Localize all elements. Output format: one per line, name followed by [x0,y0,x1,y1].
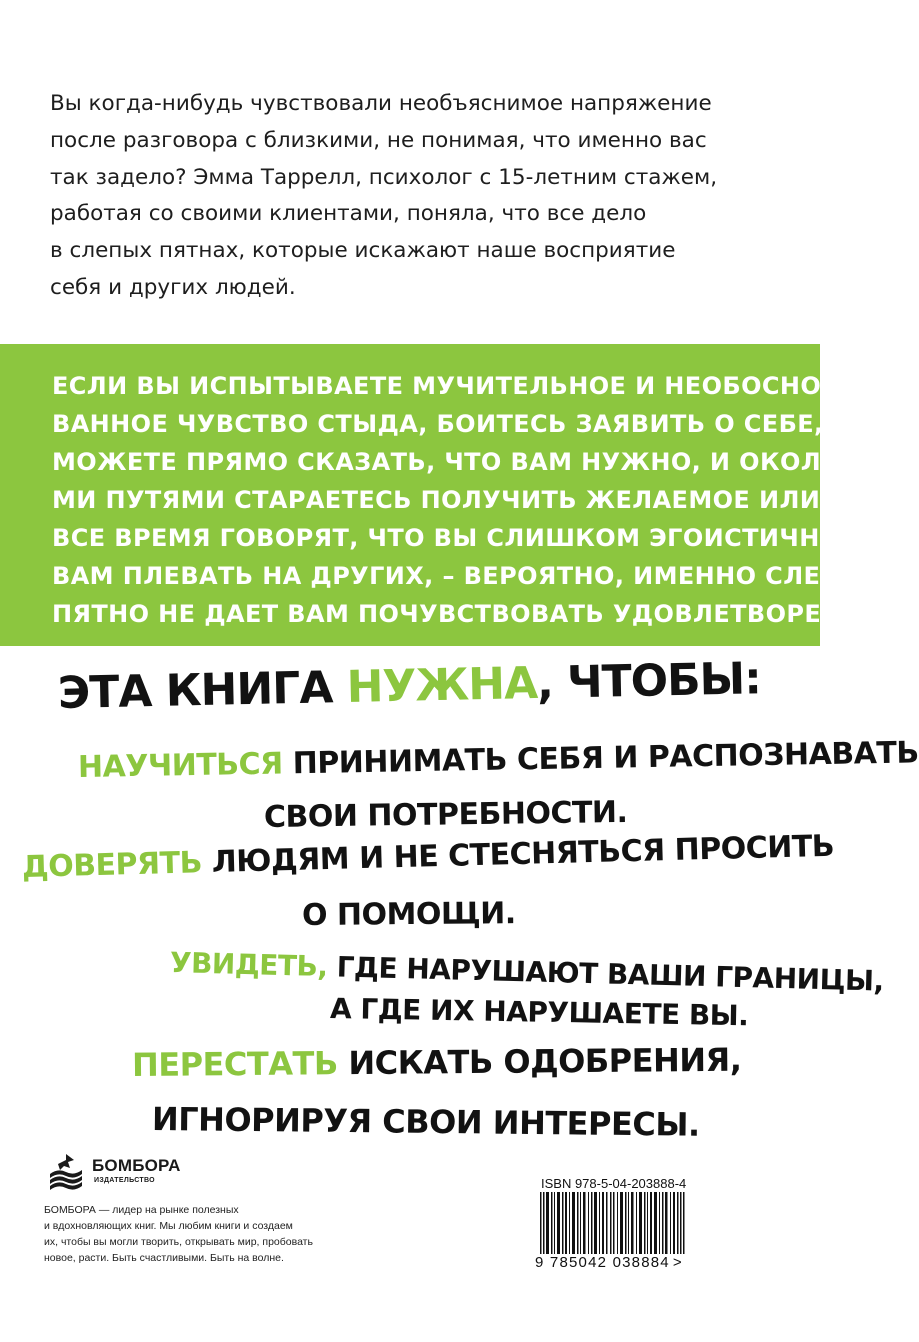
intro-line: так задело? Эмма Таррелл, психолог с 15-летним стажем, [50,164,718,190]
purpose-heading-accent: НУЖНА [346,657,538,713]
highlight-line: МИ ПУТЯМИ СТАРАЕТЕСЬ ПОЛУЧИТЬ ЖЕЛАЕМОЕ ИЛИ ВАМ [52,486,891,514]
purpose-item-learn [78,735,919,785]
purpose-item-learn-cont: СВОИ ПОТРЕБНОСТИ. [263,794,628,835]
purpose-item-stop-cont: ИГНОРИРУЯ СВОИ ИНТЕРЕСЫ. [151,1100,700,1144]
publisher-description-line: БОМБОРА — лидер на рынке полезных [44,1204,239,1216]
purpose-item-trust-cont: О ПОМОЩИ. [301,896,516,933]
intro-line: в слепых пятнах, которые искажают наше восприятие [50,238,676,264]
intro-line: работая со своими клиентами, поняла, что все дело [50,201,647,227]
purpose-item-accent: НАУЧИТЬСЯ [77,746,284,785]
highlight-line: ПЯТНО НЕ ДАЕТ ВАМ ПОЧУВСТВОВАТЬ УДОВЛЕТВОРЕНИЕ. [52,600,889,628]
highlight-line: ЕСЛИ ВЫ ИСПЫТЫВАЕТЕ МУЧИТЕЛЬНОЕ И НЕОБОСНО- [52,372,832,400]
purpose-item-accent: УВИДЕТЬ, [169,946,328,984]
publisher-description-line: и вдохновляющих книг. Мы любим книги и создаем [44,1220,293,1232]
purpose-item-see-cont: А ГДЕ ИХ НАРУШАЕТЕ ВЫ. [329,992,749,1033]
intro-paragraph [50,86,790,307]
purpose-item-text: ГДЕ НАРУШАЮТ ВАШИ ГРАНИЦЫ, [327,950,885,998]
publisher-name: БОМБОРА [92,1156,181,1175]
publisher-logo [44,1152,244,1196]
bombora-wave-logo-icon [44,1152,88,1196]
publisher-description-line: новое, расти. Быть счастливыми. Быть на волне. [44,1252,284,1264]
publisher-description-line: их, чтобы вы могли творить, открывать мир, пробовать [44,1236,313,1248]
highlight-line: МОЖЕТЕ ПРЯМО СКАЗАТЬ, ЧТО ВАМ НУЖНО, И ОКОЛЬНЫ- [52,448,896,476]
barcode-digits-right: 038884 [612,1254,670,1271]
publisher-subtitle: ИЗДАТЕЛЬСТВО [94,1177,155,1184]
intro-line: Вы когда-нибудь чувствовали необъяснимое напряжение [50,91,712,116]
purpose-heading [57,653,761,719]
barcode-quiet-zone-mark: > [672,1254,683,1271]
highlight-line: ВАМ ПЛЕВАТЬ НА ДРУГИХ, – ВЕРОЯТНО, ИМЕННО СЛЕПОЕ [52,562,879,590]
publisher-description [44,1202,394,1266]
highlight-line: ВАННОЕ ЧУВСТВО СТЫДА, БОИТЕСЬ ЗАЯВИТЬ О СЕБЕ, НЕ [52,410,870,438]
purpose-heading-text: ЭТА КНИГА [57,661,348,719]
highlight-block [0,344,896,646]
isbn-label: ISBN 978-5-04-203888-4 [541,1176,687,1191]
purpose-item-text: ЛЮДЯМ И НЕ СТЕСНЯТЬСЯ ПРОСИТЬ [201,828,835,881]
purpose-item-stop [132,1041,742,1084]
purpose-item-trust [22,829,835,885]
purpose-item-see [170,946,885,998]
highlight-line: ВСЕ ВРЕМЯ ГОВОРЯТ, ЧТО ВЫ СЛИШКОМ ЭГОИСТИЧНЫ И [52,524,875,552]
barcode-digits [535,1254,700,1272]
barcode-digits-left: 785042 [549,1254,608,1271]
barcode-digit-lead: 9 [535,1254,545,1271]
intro-line: себя и других людей. [50,274,296,300]
purpose-item-text: ПРИНИМАТЬ СЕБЯ И РАСПОЗНАВАТЬ [282,735,919,782]
purpose-item-text: ИСКАТЬ ОДОБРЕНИЯ, [337,1040,742,1083]
intro-line: после разговора с близкими, не понимая, что именно вас [50,127,707,153]
purpose-item-accent: ДОВЕРЯТЬ [21,845,203,885]
purpose-heading-text: , ЧТОБЫ: [536,653,762,709]
purpose-item-accent: ПЕРЕСТАТЬ [131,1044,338,1084]
